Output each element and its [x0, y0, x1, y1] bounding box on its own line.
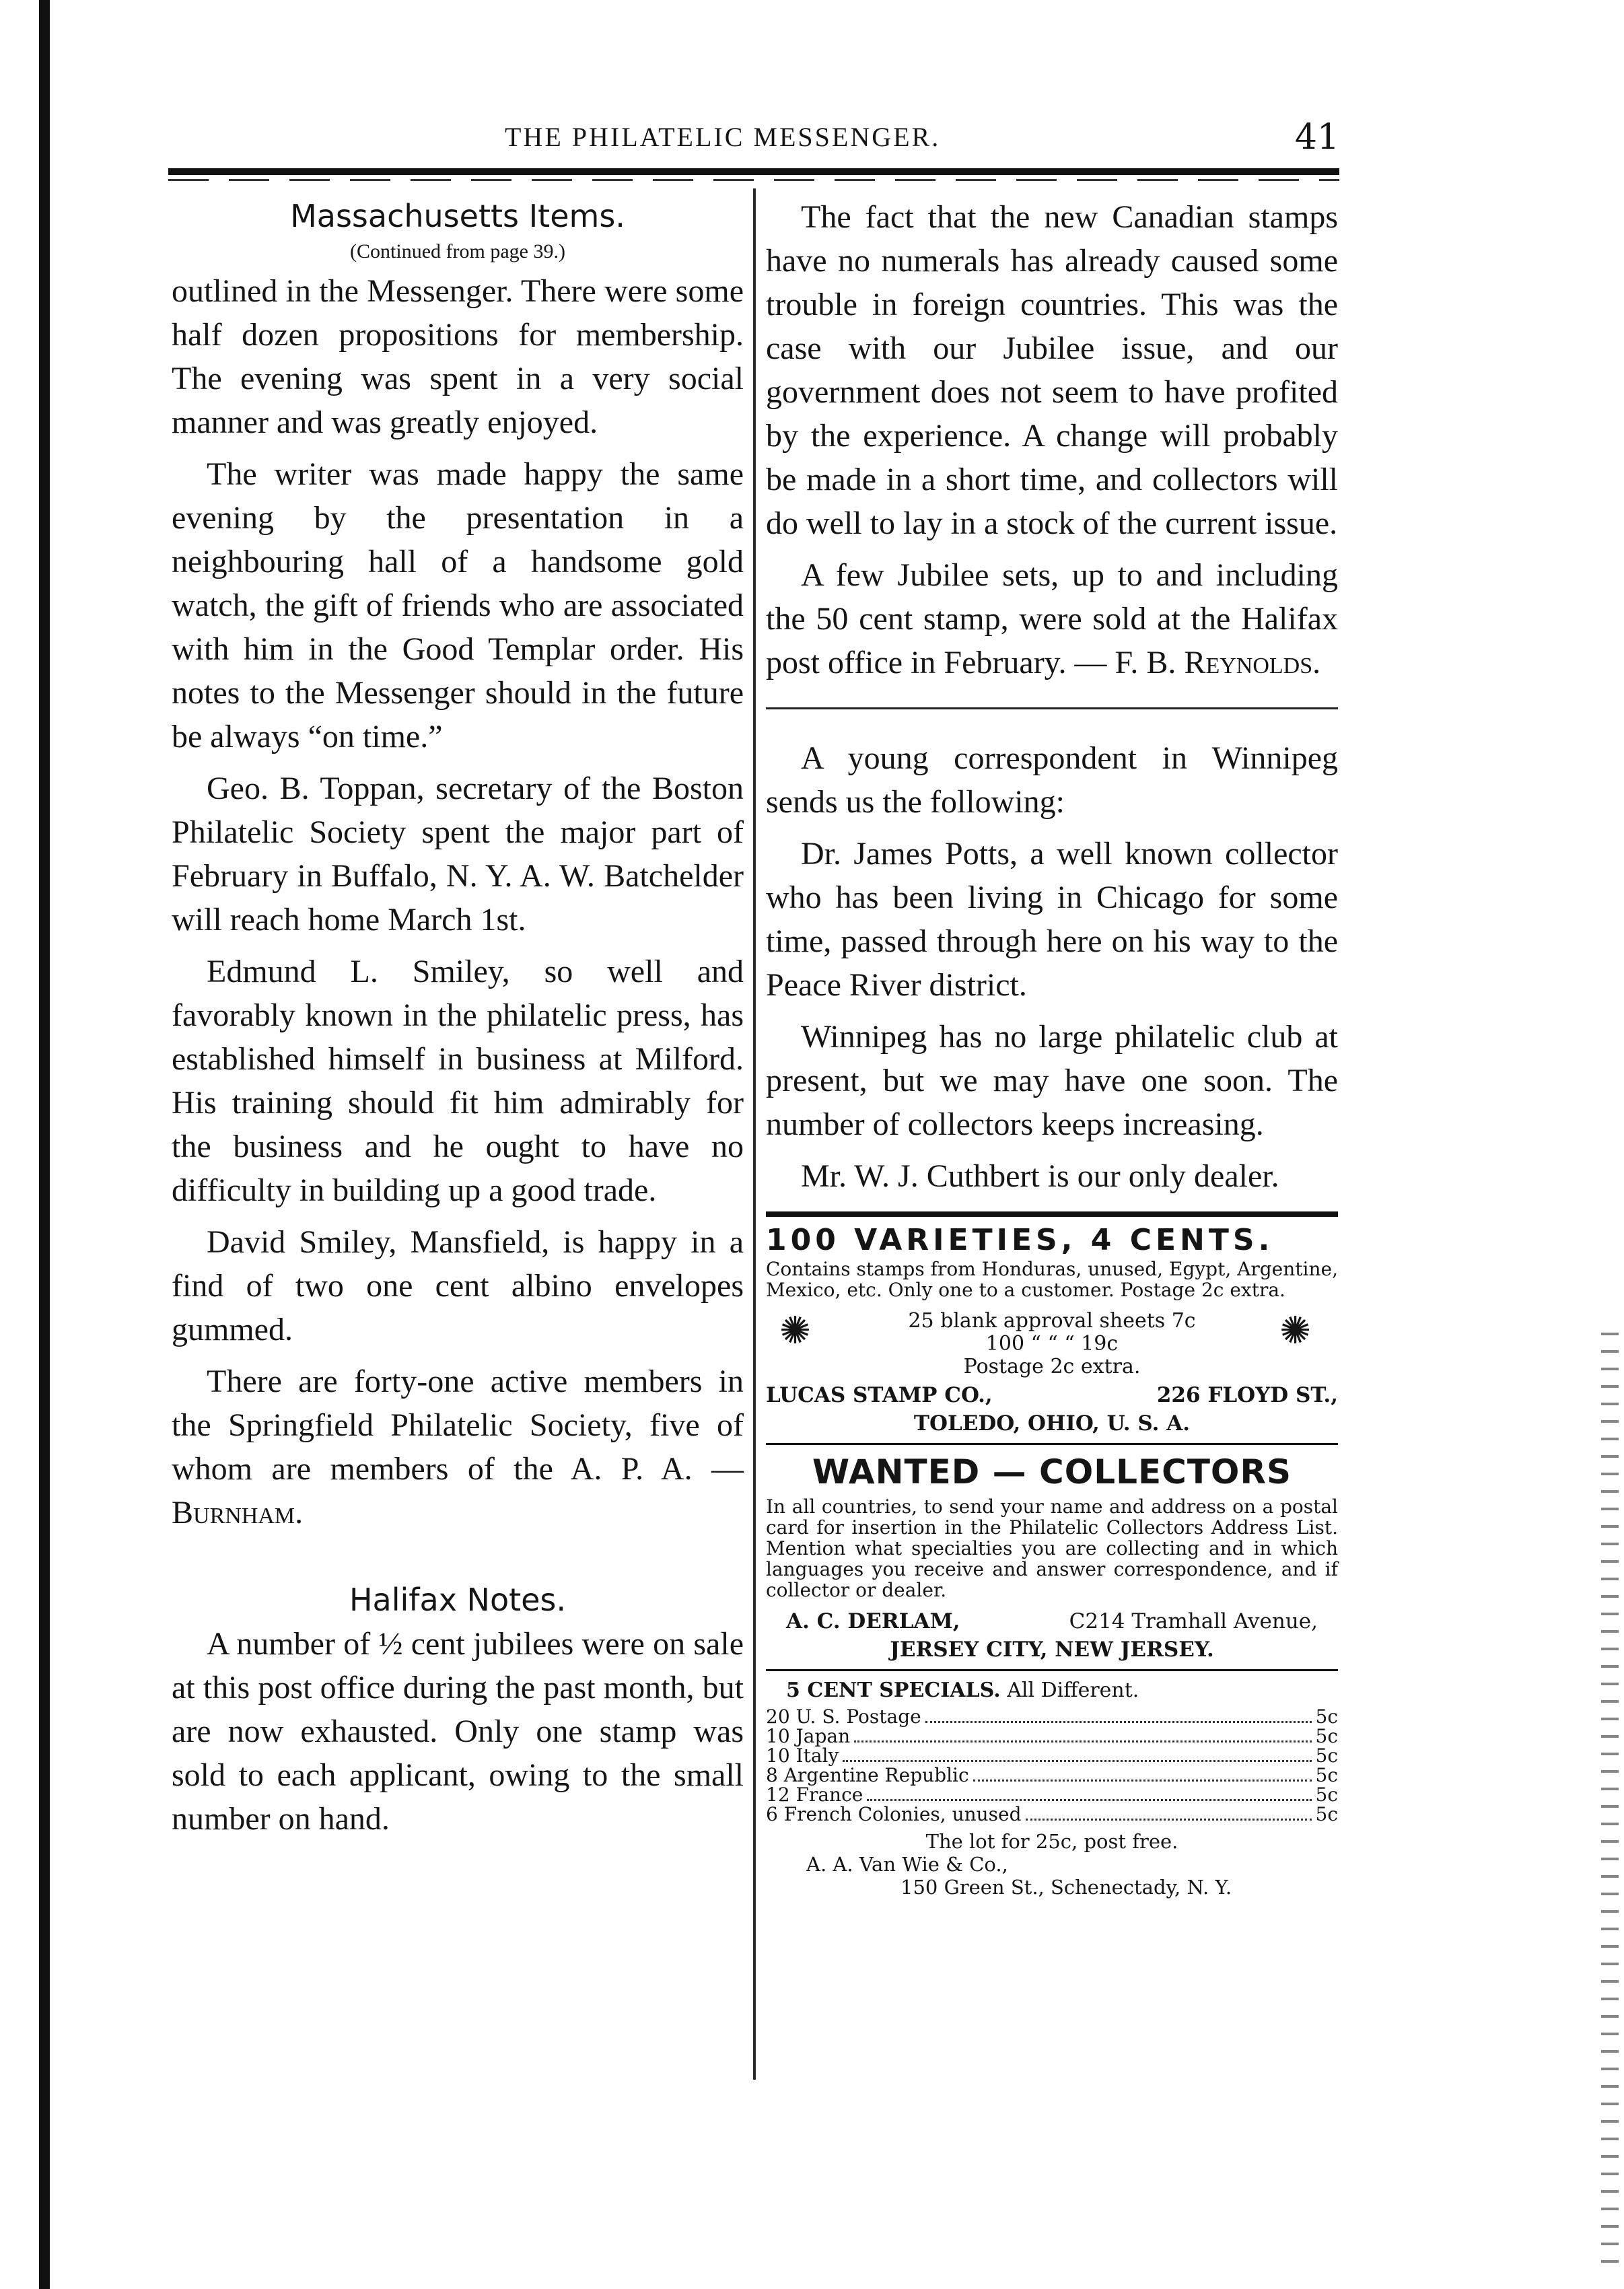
ad-headline: 100 VARIETIES, 4 CENTS.: [766, 1223, 1274, 1257]
ad-subhead: All Different.: [1007, 1679, 1139, 1702]
page-binding-edge: [39, 0, 50, 2289]
ad-rule: [766, 1443, 1338, 1445]
byline: Reynolds.: [1184, 645, 1321, 680]
ad-address-line: [766, 1382, 1338, 1408]
paragraph-text: A few Jubilee sets, up to and including the 50 cent stamp, were sold at the Halifax post office in February. — F. B.: [766, 557, 1338, 680]
seller-address: 150 Green St., Schenectady, N. Y.: [901, 1876, 1232, 1899]
item-label: 10 Japan: [766, 1725, 851, 1747]
header-rule-dashed: [168, 179, 1339, 181]
running-header: [168, 117, 1339, 157]
approval-sheets-offer: [766, 1310, 1338, 1378]
page-number: 41: [1294, 117, 1339, 157]
header-rule: [168, 168, 1339, 175]
ad-address-line: [766, 1609, 1338, 1634]
company-name: LUCAS STAMP CO.,: [766, 1383, 993, 1407]
ad-body: Contains stamps from Honduras, unused, Egypt, Argentine, Mexico, etc. Only one to a customer. Postage 2c extra.: [766, 1258, 1338, 1301]
sunburst-ornament-icon: ✺: [1279, 1309, 1311, 1353]
continued-note: (Continued from page 39.): [350, 240, 565, 262]
leader-dots: [925, 1721, 1312, 1723]
lot-offer: The lot for 25c, post free.: [925, 1830, 1178, 1853]
leader-dots: [867, 1799, 1311, 1801]
price-list-row: [766, 1805, 1338, 1825]
item-price: 5c: [1315, 1725, 1338, 1747]
ad-rule: [766, 1211, 1338, 1217]
paragraph: A number of ½ cent jubilees were on sale at this post office during the past month, but are now exhausted. Only one stamp was sold to each applicant, owing to the small number on hand.: [172, 1626, 744, 1837]
paragraph: David Smiley, Mansfield, is happy in a find of two one cent albino envelopes gummed.: [172, 1224, 744, 1347]
ad-headline: WANTED — COLLECTORS: [812, 1452, 1292, 1491]
street-address: 226 FLOYD ST.,: [1156, 1383, 1338, 1407]
ad-rule: [766, 1669, 1338, 1671]
item-label: 12 France: [766, 1784, 863, 1806]
postage-note: Postage 2c extra.: [963, 1355, 1141, 1378]
ad-five-cent-specials: [766, 1678, 1338, 1899]
leader-dots: [973, 1780, 1312, 1782]
approval-line: 25 blank approval sheets 7c: [908, 1309, 1196, 1333]
item-label: 20 U. S. Postage: [766, 1705, 921, 1728]
massachusetts-heading: Massachusetts Items.: [290, 198, 625, 234]
ad-headline-line: [766, 1678, 1338, 1703]
item-label: 6 French Colonies, unused: [766, 1803, 1022, 1825]
right-column: [766, 195, 1338, 1899]
journal-title: THE PHILATELIC MESSENGER.: [505, 122, 941, 152]
ad-body: In all countries, to send your name and address on a postal card for insertion in the Philatelic Collectors Address List. Mention what specialties you are collecting and in which languages you receive and answer correspondence, and if collector or dealer.: [766, 1495, 1338, 1601]
item-price: 5c: [1315, 1764, 1338, 1786]
ad-wanted-collectors: [766, 1452, 1338, 1662]
leader-dots: [843, 1760, 1311, 1762]
paragraph: Mr. W. J. Cuthbert is our only dealer.: [801, 1158, 1279, 1194]
paragraph: Geo. B. Toppan, secretary of the Boston Philatelic Society spent the major part of February in Buffalo, N. Y. A. W. Batchelder will reach home March 1st.: [172, 771, 744, 938]
paragraph: Edmund L. Smiley, so well and favorably known in the philatelic press, has established himself in business at Milford. His training should fit him admirably for the business and he ought to have no difficulty in building up a good trade.: [172, 954, 744, 1208]
price-list-row: [766, 1786, 1338, 1805]
leader-dots: [854, 1740, 1311, 1742]
section-gap: [172, 1543, 744, 1579]
paragraph-text: There are forty-one active members in the Springfield Philatelic Society, five of whom are members of the A. P. A. —: [172, 1364, 744, 1487]
price-list-row: [766, 1707, 1338, 1727]
ad-lucas-stamp: [766, 1222, 1338, 1436]
left-column: [172, 195, 744, 1849]
city-line: JERSEY CITY, NEW JERSEY.: [890, 1637, 1214, 1662]
paragraph: [172, 1360, 744, 1535]
item-label: 8 Argentine Republic: [766, 1764, 969, 1786]
halifax-heading: Halifax Notes.: [349, 1582, 567, 1618]
column-divider: [753, 188, 756, 2080]
paragraph: [766, 553, 1338, 684]
paragraph: A young correspondent in Winnipeg sends us the following:: [766, 740, 1338, 820]
paragraph: Dr. James Potts, a well known collector who has been living in Chicago for some time, passed through here on his way to the Peace River district.: [766, 836, 1338, 1003]
paragraph: The writer was made happy the same evening by the presentation in a neighbouring hall of a handsome gold watch, the gift of friends who are associated with him in the Good Templar order. His notes to the Messenger should in the future be always “on time.”: [172, 456, 744, 754]
price-list-row: [766, 1766, 1338, 1786]
paragraph: The fact that the new Canadian stamps have no numerals has already caused some trouble in foreign countries. This was the case with our Jubilee issue, and our government does not seem to have profited by the experience. A change will probably be made in a short time, and collectors will do well to lay in a stock of the current issue.: [766, 199, 1338, 541]
price-list-row: [766, 1727, 1338, 1747]
street-address: C214 Tramhall Avenue,: [1069, 1609, 1318, 1633]
price-list-row: [766, 1747, 1338, 1766]
city-line: TOLEDO, OHIO, U. S. A.: [913, 1411, 1191, 1436]
paragraph: Winnipeg has no large philatelic club at present, but we may have one soon. The number of collectors keeps increasing.: [766, 1019, 1338, 1142]
advertiser-name: A. C. DERLAM,: [786, 1609, 960, 1633]
scan-edge-specks: [1601, 1333, 1619, 2275]
item-price: 5c: [1315, 1784, 1338, 1806]
leader-dots: [1026, 1819, 1312, 1821]
sunburst-ornament-icon: ✺: [779, 1309, 811, 1353]
ad-headline: 5 CENT SPECIALS.: [786, 1679, 1001, 1702]
approval-line: 100 “ “ “ 19c: [985, 1332, 1119, 1355]
paragraph: outlined in the Messenger. There were some half dozen propositions for membership. The evening was spent in a very social manner and was greatly enjoyed.: [172, 273, 744, 440]
section-separator: [766, 707, 1338, 709]
item-label: 10 Italy: [766, 1745, 839, 1767]
item-price: 5c: [1315, 1803, 1338, 1825]
item-price: 5c: [1315, 1745, 1338, 1767]
byline: Burnham.: [172, 1495, 304, 1530]
item-price: 5c: [1315, 1705, 1338, 1728]
seller-name: A. A. Van Wie & Co.,: [806, 1853, 1008, 1876]
